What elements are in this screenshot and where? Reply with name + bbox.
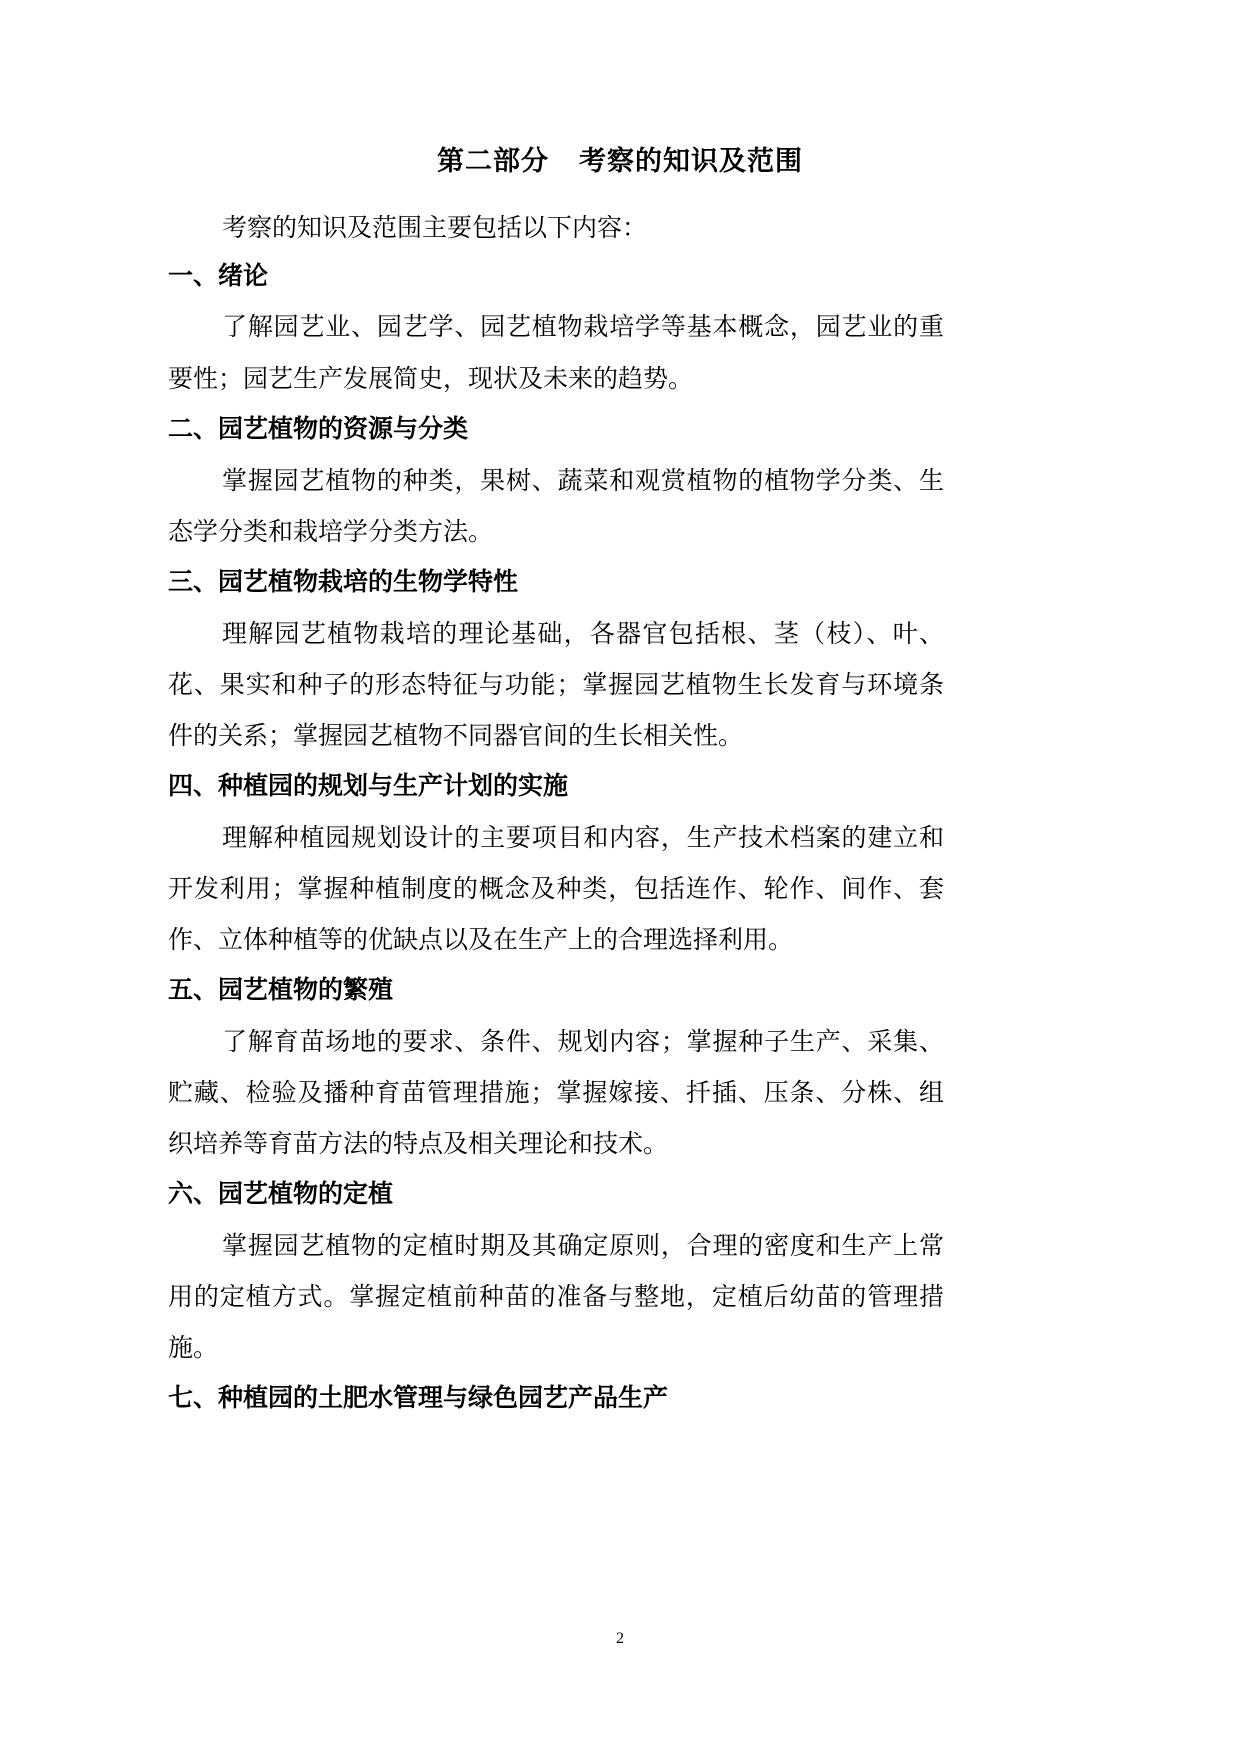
section-3-line-2: 花、果实和种子的形态特征与功能；掌握园艺植物生长发育与环境条 xyxy=(168,670,944,699)
section-2-line-2: 态学分类和栽培学分类方法。 xyxy=(168,517,494,546)
intro-paragraph: 考察的知识及范围主要包括以下内容： xyxy=(222,213,648,242)
section-6-line-3: 施。 xyxy=(168,1333,219,1362)
section-2-line-1: 掌握园艺植物的种类，果树、蔬菜和观赏植物的植物学分类、生 xyxy=(222,466,944,495)
section-5-line-2: 贮藏、检验及播种育苗管理措施；掌握嫁接、扦插、压条、分株、组 xyxy=(168,1078,944,1107)
section-heading-5: 五、园艺植物的繁殖 xyxy=(168,975,394,1004)
section-4-line-1: 理解种植园规划设计的主要项目和内容，生产技术档案的建立和 xyxy=(222,823,944,852)
section-3-line-3: 件的关系；掌握园艺植物不同器官间的生长相关性。 xyxy=(168,721,744,750)
section-heading-6: 六、园艺植物的定植 xyxy=(168,1179,394,1208)
section-heading-7: 七、种植园的土肥水管理与绿色园艺产品生产 xyxy=(168,1383,669,1412)
section-1-line-1: 了解园艺业、园艺学、园艺植物栽培学等基本概念，园艺业的重 xyxy=(222,312,944,341)
section-5-line-3: 织培养等育苗方法的特点及相关理论和技术。 xyxy=(168,1129,669,1158)
section-4-line-3: 作、立体种植等的优缺点以及在生产上的合理选择利用。 xyxy=(168,925,794,954)
page-title xyxy=(0,142,1240,182)
section-heading-4: 四、种植园的规划与生产计划的实施 xyxy=(168,771,569,800)
title-text: 考察的知识及范围 xyxy=(579,146,803,177)
section-heading-3: 三、园艺植物栽培的生物学特性 xyxy=(168,567,519,596)
section-1-line-2: 要性；园艺生产发展简史，现状及未来的趋势。 xyxy=(168,364,694,393)
section-4-line-2: 开发利用；掌握种植制度的概念及种类，包括连作、轮作、间作、套 xyxy=(168,874,944,903)
page-number: 2 xyxy=(616,1630,624,1647)
title-part: 第二部分 xyxy=(437,146,549,177)
section-5-line-1: 了解育苗场地的要求、条件、规划内容；掌握种子生产、采集、 xyxy=(222,1027,944,1056)
section-heading-2: 二、园艺植物的资源与分类 xyxy=(168,414,469,443)
section-3-line-1: 理解园艺植物栽培的理论基础，各器官包括根、茎（枝）、叶、 xyxy=(222,619,944,648)
section-6-line-2: 用的定植方式。掌握定植前种苗的准备与整地，定植后幼苗的管理措 xyxy=(168,1282,944,1311)
section-heading-1: 一、绪论 xyxy=(168,261,269,290)
section-6-line-1: 掌握园艺植物的定植时期及其确定原则，合理的密度和生产上常 xyxy=(222,1231,944,1260)
